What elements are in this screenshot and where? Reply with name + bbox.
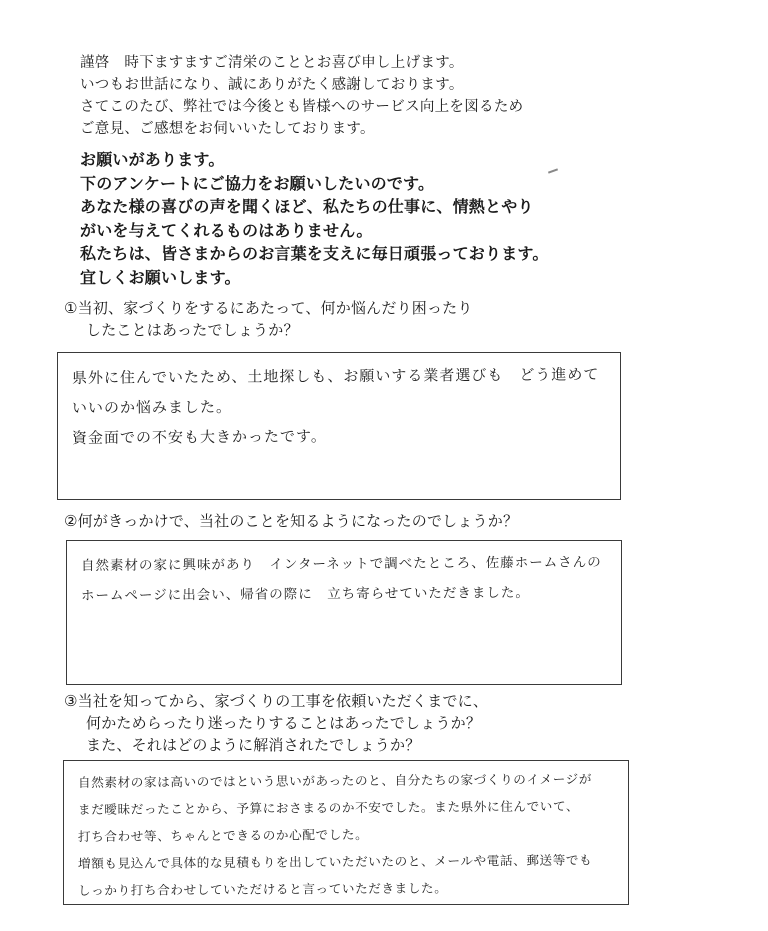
intro-line: 謹啓 時下ますますご清栄のこととお喜び申し上げます。 bbox=[80, 55, 464, 71]
request-line: 宜しくお願いします。 bbox=[80, 267, 241, 287]
answer-2-line: ホームページに出会い、帰省の際に 立ち寄らせていただきました。 bbox=[80, 584, 530, 604]
request-line: あなた様の喜びの声を聞くほど、私たちの仕事に、情熱とやり bbox=[80, 197, 534, 216]
intro-line: いつもお世話になり、誠にありがたく感謝しております。 bbox=[80, 77, 464, 93]
question-3-line: また、それはどのように解消されたでしょうか？ bbox=[86, 736, 421, 754]
question-1-line: ①当初、家づくりをするにあたって、何か悩んだり困ったり bbox=[64, 299, 473, 317]
question-3 bbox=[64, 690, 704, 756]
answer-1-box bbox=[57, 352, 621, 500]
question-1-line: したことはあったでしょうか？ bbox=[86, 321, 299, 339]
answer-3-box bbox=[63, 760, 629, 905]
request-line: 私たちは、皆さまからのお言葉を支えに毎日頑張っております。 bbox=[80, 244, 549, 263]
question-3-line: ③当社を知ってから、家づくりの工事を依頼いただくまでに、 bbox=[64, 692, 489, 710]
intro-line: さてこのたび、弊社では今後とも皆様へのサービス向上を図るため bbox=[80, 99, 524, 115]
answer-1-line: 資金面での不安も大きかったです。 bbox=[71, 427, 327, 447]
question-3-line: 何かためらったり迷ったりすることはあったでしょうか？ bbox=[86, 714, 482, 732]
answer-3-line: 自然素材の家は高いのではという思いがあったのと、自分たちの家づくりのイメージが bbox=[77, 771, 593, 790]
question-2-line: ②何がきっかけで、当社のことを知るようになったのでしょうか？ bbox=[64, 512, 519, 530]
question-1 bbox=[64, 297, 704, 341]
request-line: 下のアンケートにご協力をお願いしたいのです。 bbox=[80, 173, 435, 193]
request-line: お願いがあります。 bbox=[80, 150, 225, 169]
answer-3-line: 打ち合わせ等、ちゃんとできるのか心配でした。 bbox=[77, 826, 369, 844]
answer-3-line: 増額も見込んで具体的な見積もりを出していただいたのと、メールや電話、郵送等でも bbox=[77, 852, 593, 871]
question-2 bbox=[64, 510, 704, 532]
answer-3-line: まだ曖昧だったことから、予算におさまるのか不安でした。また県外に住んでいて、 bbox=[77, 798, 580, 817]
answer-1-line: 県外に住んでいたため、土地探しも、お願いする業者選びも どう進めて bbox=[71, 365, 600, 387]
answer-2-line: 自然素材の家に興味があり インターネットで調べたところ、佐藤ホームさんの bbox=[80, 554, 602, 574]
request-line: がいを与えてくれるものはありません。 bbox=[80, 220, 373, 240]
answer-3-line: しっかり打ち合わせしていただけると言っていただきました。 bbox=[77, 880, 448, 898]
answer-2-box bbox=[66, 540, 622, 685]
intro-greeting bbox=[80, 52, 720, 140]
answer-1-line: いいのか悩みました。 bbox=[71, 397, 233, 417]
intro-line: ご意見、ご感想をお伺いいたしております。 bbox=[80, 121, 375, 137]
survey-request bbox=[80, 148, 720, 289]
